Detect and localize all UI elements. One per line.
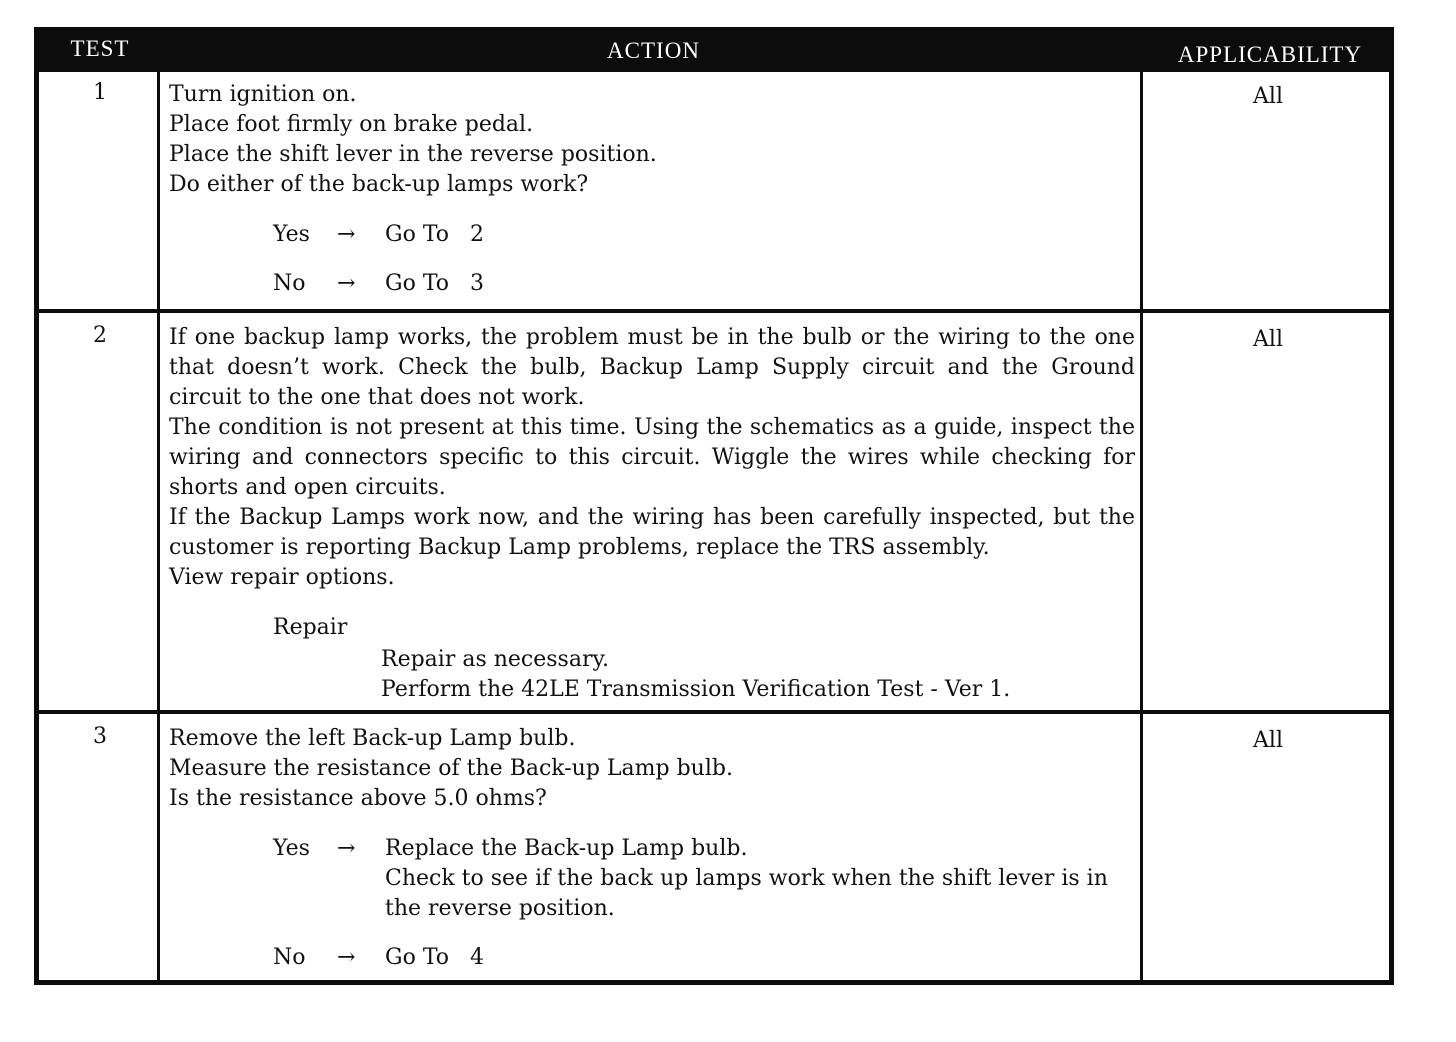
action-cell: [169, 323, 1135, 705]
branch-answer: Yes: [273, 222, 310, 247]
branch-yes: [169, 834, 1135, 924]
test-number: 1: [93, 80, 107, 105]
action-line: Place the shift lever in the reverse position.: [169, 142, 657, 167]
table-row: [39, 70, 1389, 309]
test-number: 2: [93, 323, 107, 348]
action-paragraph: View repair options.: [169, 565, 395, 590]
arrow-icon: →: [337, 836, 356, 861]
result-line: Check to see if the back up lamps work when the shift lever is in the reverse position.: [385, 866, 1108, 921]
action-line: Is the resistance above 5.0 ohms?: [169, 786, 547, 811]
action-line: Turn ignition on.: [169, 82, 357, 107]
applicability-value: All: [1253, 84, 1283, 109]
arrow-icon: →: [337, 222, 356, 247]
action-line: Place foot firmly on brake pedal.: [169, 112, 534, 137]
goto-link[interactable]: Go To 4: [385, 945, 484, 970]
table-header: [39, 32, 1389, 72]
arrow-icon: →: [337, 271, 356, 296]
action-line: Measure the resistance of the Back-up Lamp bulb.: [169, 756, 733, 781]
branch-result: [385, 220, 1135, 250]
header-applicability: APPLICABILITY: [1177, 42, 1363, 67]
branch-result: [385, 269, 1135, 299]
applicability-value: All: [1253, 728, 1283, 753]
branch-no: [169, 943, 1135, 973]
action-paragraph: The condition is not present at this time. Using the schematics as a guide, inspect the wiring and connectors specific to this circuit. Wiggle the wires while checking for shorts and open circuits.: [169, 415, 1135, 500]
header-test: TEST: [70, 36, 130, 61]
branch-answer: No: [273, 945, 306, 970]
test-number: 3: [93, 724, 107, 749]
applicability-value: All: [1253, 327, 1283, 352]
table-row: [39, 714, 1389, 980]
header-action: ACTION: [607, 38, 700, 63]
repair-step: Repair as necessary.: [381, 647, 609, 672]
goto-link[interactable]: Go To 2: [385, 222, 484, 247]
branch-yes: [169, 220, 1135, 250]
action-paragraph: If the Backup Lamps work now, and the wiring has been carefully inspected, but the customer is reporting Backup Lamp problems, replace the TRS assembly.: [169, 505, 1135, 560]
action-line: Remove the left Back-up Lamp bulb.: [169, 726, 576, 751]
result-line: Replace the Back-up Lamp bulb.: [385, 836, 748, 861]
table-row: [39, 313, 1389, 710]
arrow-icon: →: [337, 945, 356, 970]
repair-step: Perform the 42LE Transmission Verification Test - Ver 1.: [381, 677, 1011, 702]
branch-answer: No: [273, 271, 306, 296]
branch-no: [169, 269, 1135, 299]
branch-result: [385, 834, 1135, 924]
action-paragraph: If one backup lamp works, the problem must be in the bulb or the wiring to the one that doesn’t work. Check the bulb, Backup Lamp Supply circuit and the Ground circuit to the one that does not work.: [169, 325, 1135, 410]
diagnostic-test-table: [34, 27, 1394, 985]
action-line: Do either of the back-up lamps work?: [169, 172, 589, 197]
goto-link[interactable]: Go To 3: [385, 271, 484, 296]
repair-label: Repair: [273, 615, 348, 640]
action-cell: [169, 724, 1135, 973]
repair-steps: [381, 645, 1135, 705]
action-cell: [169, 80, 1135, 299]
branch-result: [385, 943, 1135, 973]
branch-answer: Yes: [273, 836, 310, 861]
